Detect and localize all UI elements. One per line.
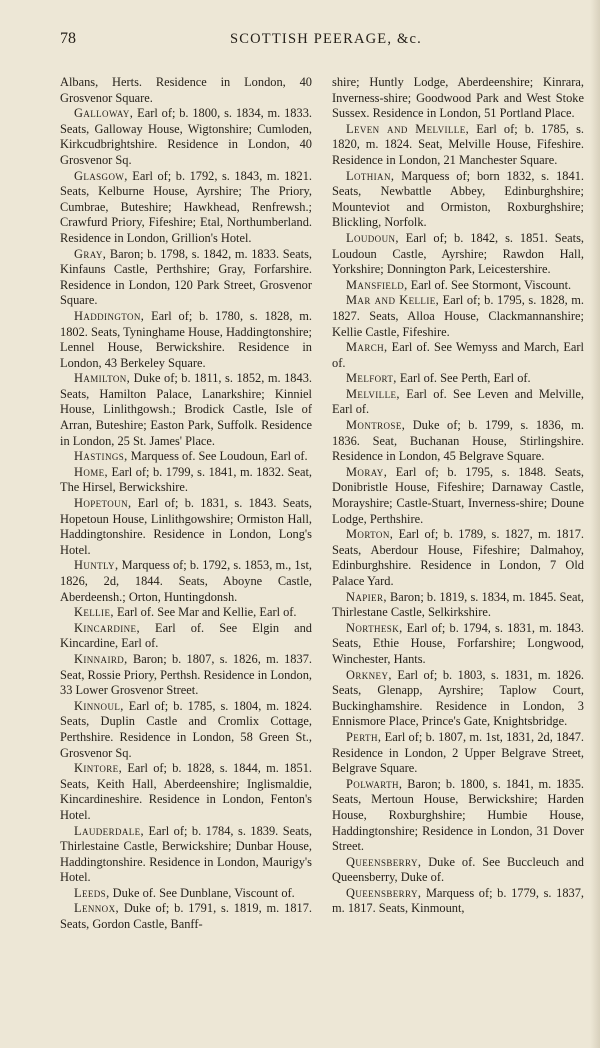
entry-text: Earl of. See Leven and Melville, Earl of. — [332, 386, 584, 417]
peer-title: Mar and Kellie, — [346, 293, 440, 308]
peer-title: Lothian, — [346, 168, 395, 183]
peerage-entry — [332, 527, 584, 589]
peerage-entry — [332, 278, 584, 294]
peer-title: Queensberry, — [346, 854, 422, 869]
peer-title: Northesk, — [346, 620, 403, 635]
right-column — [332, 75, 584, 917]
peer-title: Kellie, — [74, 605, 114, 620]
peer-title: Haddington, — [74, 308, 145, 323]
peerage-entry — [60, 169, 312, 247]
page-edge-shadow — [590, 0, 600, 1048]
peer-title: Montrose, — [346, 418, 406, 433]
peer-title: Hopetoun, — [74, 496, 132, 511]
peer-title: Glasgow, — [74, 168, 128, 183]
peerage-entry — [332, 855, 584, 886]
entry-text: Earl of; b. 1795, s. 1828, m. 1827. Seats, Alloa House, Clackmannanshire; Kellie Castle, Fifeshire. — [332, 293, 584, 339]
peer-title: Galloway, — [74, 106, 134, 121]
peerage-entry — [60, 106, 312, 168]
peer-title: Leven and Melville, — [346, 121, 470, 136]
entry-text: shire; Huntly Lodge, Aberdeenshire; Kinrara, Inverness-shire; Goodwood Park and West Stoke Sussex. Residence in London, 51 Portland Place. — [332, 75, 584, 121]
entry-text: Earl of; b. 1794, s. 1831, m. 1843. Seats, Ethie House, Forfarshire; Longwood, Winchester, Hants. — [332, 620, 584, 666]
peer-title: Lennox, — [74, 901, 119, 916]
peer-title: Kintore, — [74, 761, 123, 776]
peerage-entry — [332, 231, 584, 278]
peer-title: Leeds, — [74, 885, 110, 900]
peer-title: Hastings, — [74, 449, 128, 464]
peer-title: Mansfield, — [346, 277, 408, 292]
peerage-entry — [332, 371, 584, 387]
entry-text: Duke of. See Buccleuch and Queensberry, Duke of. — [332, 854, 584, 885]
peerage-entry — [60, 309, 312, 371]
entry-text: Earl of; b. 1800, s. 1834, m. 1833. Seats, Galloway House, Wigtonshire; Cumloden, Kirkcudbrightshire. Residence in London, 40 Grosvenor Sq. — [60, 106, 312, 167]
peerage-entry — [332, 621, 584, 668]
entry-text: Baron; b. 1807, s. 1826, m. 1837. Seat, Rossie Priory, Perthsh. Residence in London, 33 Lower Grosvenor Street. — [60, 651, 312, 698]
peerage-entry — [60, 371, 312, 449]
entry-text: Earl of; b. 1785, s. 1820, m. 1824. Seat, Melville House, Fifeshire. Residence in London, 21 Manchester Square. — [332, 121, 585, 167]
entry-text: Baron; b. 1819, s. 1834, m. 1845. Seat, Thirlestane Castle, Selkirkshire. — [332, 589, 584, 620]
entry-text: Earl of; b. 1785, s. 1804, m. 1824. Seats, Duplin Castle and Cromlix Cottage, Perthshire. Residence in London, 58 Green St., Grosvenor Sq. — [60, 698, 312, 760]
peer-title: Polwarth, — [346, 776, 403, 791]
peer-title: Kinnoul, — [74, 698, 124, 713]
entry-text: Albans, Herts. Residence in London, 40 Grosvenor Square. — [60, 75, 312, 105]
entry-text: Earl of. See Mar and Kellie, Earl of. — [113, 605, 297, 620]
peerage-entry — [60, 496, 312, 558]
running-head: SCOTTISH PEERAGE, &c. — [230, 31, 422, 47]
peer-title: Orkney, — [346, 667, 392, 682]
peerage-entry — [60, 465, 312, 496]
peerage-entry — [332, 465, 584, 527]
entry-text: Earl of; b. 1780, s. 1828, m. 1802. Seats, Tyninghame House, Haddingtonshire; Lennel House, Berwickshire. Residence in London, 43 Berkeley Square. — [60, 308, 312, 370]
peerage-entry — [60, 761, 312, 823]
peerage-entry — [332, 418, 584, 465]
page-number: 78 — [60, 30, 76, 47]
peer-title: Morton, — [346, 527, 394, 542]
peerage-entry — [332, 122, 584, 169]
peerage-entry — [332, 777, 584, 855]
peer-title: Loudoun, — [346, 230, 399, 245]
entry-text: Marquess of. See Loudoun, Earl of. — [127, 449, 308, 464]
entry-text: Duke of; b. 1791, s. 1819, m. 1817. Seats, Gordon Castle, Banff- — [60, 901, 312, 932]
peer-title: Huntly, — [74, 558, 119, 573]
peerage-entry — [332, 75, 584, 122]
peer-title: Queensberry, — [346, 885, 422, 900]
peerage-entry — [60, 449, 312, 465]
entry-text: Earl of; b. 1828, s. 1844, m. 1851. Seats, Keith Hall, Aberdeenshire; Inglismaldie, Kincardineshire. Residence in London, Fenton's Hotel. — [60, 761, 312, 822]
peerage-entry — [60, 247, 312, 309]
entry-text: Marquess of; b. 1779, s. 1837, m. 1817. Seats, Kinmount, — [332, 885, 584, 916]
peerage-entry — [60, 621, 312, 652]
peerage-entry — [332, 169, 584, 231]
entry-text: Earl of. See Perth, Earl of. — [396, 371, 531, 386]
entry-text: Marquess of; b. 1792, s. 1853, m., 1st, 1826, 2d, 1844. Seats, Aboyne Castle, Aberdeensh.; Orton, Huntingdonsh. — [60, 558, 312, 604]
entry-text: Earl of; b. 1792, s. 1843, m. 1821. Seats, Kelburne House, Ayrshire; The Priory, Cumbrae, Buteshire; Hawkhead, Renfrewsh.; Crawfurd Priory, Fifeshire; Etal, Northumberland. Residence in London, Grillion's Hotel. — [60, 168, 312, 245]
entry-text: Earl of. See Elgin and Kincardine, Earl of. — [60, 620, 312, 651]
entry-text: Baron; b. 1800, s. 1841, m. 1835. Seats, Mertoun House, Berwickshire; Harden House, Roxburghshire; Humbie House, Haddingtonshire; Residence in London, 31 Dover Street. — [332, 776, 584, 854]
page-header — [60, 30, 560, 52]
peerage-entry — [332, 340, 584, 371]
entry-text: Duke of; b. 1799, s. 1836, m. 1836. Seat, Buchanan House, Stirlingshire. Residence in London, 45 Belgrave Square. — [332, 418, 584, 464]
peerage-entry — [60, 699, 312, 761]
peer-title: Gray, — [74, 246, 107, 261]
peerage-entry — [332, 730, 584, 777]
entry-text: Baron; b. 1798, s. 1842, m. 1833. Seats, Kinfauns Castle, Perthshire; Gray, Forfarshire. Residence in London, 120 Park Street, Grosvenor Square. — [60, 246, 312, 308]
entry-text: Earl of; b. 1799, s. 1841, m. 1832. Seat, The Hirsel, Berwickshire. — [60, 464, 312, 495]
peer-title: Melville, — [346, 386, 400, 401]
peerage-entry — [60, 886, 312, 902]
peerage-entry — [60, 75, 312, 106]
peer-title: Napier, — [346, 589, 387, 604]
entry-text: Duke of. See Dunblane, Viscount of. — [109, 885, 295, 900]
peerage-entry — [60, 558, 312, 605]
peer-title: Kinnaird, — [74, 651, 128, 666]
peer-title: Home, — [74, 464, 109, 479]
entry-text: Duke of; b. 1811, s. 1852, m. 1843. Seats, Hamilton Palace, Lanarkshire; Kinniel House, Linlithgowsh.; Brodick Castle, Isle of Arran, Buteshire; Easton Park, Suffolk. Residence in London, 25 St. James' Place. — [60, 371, 312, 448]
peerage-entry — [332, 293, 584, 340]
entry-text: Earl of; b. 1795, s. 1848. Seats, Donibristle House, Fifeshire; Darnaway Castle, Morayshire; Castle-Stuart, Inverness-shire; Doune Lodge, Perthshire. — [332, 464, 584, 526]
entry-text: Earl of; b. 1842, s. 1851. Seats, Loudoun Castle, Ayrshire; Rawdon Hall, Yorkshire; Donnington Park, Leicestershire. — [332, 230, 584, 277]
entry-text: Earl of; b. 1784, s. 1839. Seats, Thirlestaine Castle, Berwickshire; Dunbar House, Haddingtonshire. Residence in London, Maurigy's Hotel. — [60, 823, 312, 885]
peer-title: Lauderdale, — [74, 823, 145, 838]
peerage-entry — [60, 901, 312, 932]
peerage-entry — [332, 668, 584, 730]
peerage-entry — [332, 590, 584, 621]
peer-title: Perth, — [346, 729, 382, 744]
entry-text: Earl of. See Stormont, Viscount. — [407, 277, 572, 292]
peer-title: Melfort, — [346, 371, 397, 386]
entry-text: Earl of; b. 1831, s. 1843. Seats, Hopetoun House, Linlithgowshire; Ormiston Hall, Haddingtonshire. Residence in London, Long's Hotel. — [60, 496, 312, 557]
peer-title: Hamilton, — [74, 371, 131, 386]
peerage-entry — [332, 886, 584, 917]
peer-title: March, — [346, 340, 388, 355]
peerage-entry — [332, 387, 584, 418]
entry-text: Earl of; b. 1803, s. 1831, m. 1826. Seats, Glenapp, Ayrshire; Taplow Court, Buckinghamshire. Residence in London, 3 Ennismore Place, Prince's Gate, Knightsbridge. — [332, 667, 584, 729]
peerage-entry — [60, 605, 312, 621]
peer-title: Kincardine, — [74, 620, 140, 635]
left-column — [60, 75, 312, 933]
peerage-entry — [60, 824, 312, 886]
peerage-entry — [60, 652, 312, 699]
entry-text: Earl of; b. 1807, m. 1st, 1831, 2d, 1847. Residence in London, 2 Upper Belgrave Street, Belgrave Square. — [332, 729, 584, 776]
peer-title: Moray, — [346, 464, 388, 479]
entry-text: Earl of. See Wemyss and March, Earl of. — [332, 340, 584, 370]
entry-text: Marquess of; born 1832, s. 1841. Seats, Newbattle Abbey, Edinburghshire; Mounteviot and Ormiston, Roxburghshire; Blickling, Norfolk. — [332, 168, 584, 230]
entry-text: Earl of; b. 1789, s. 1827, m. 1817. Seats, Aberdour House, Fifeshire; Dalmahoy, Edinburghshire. Residence in London, 7 Old Palace Yard. — [332, 527, 584, 588]
